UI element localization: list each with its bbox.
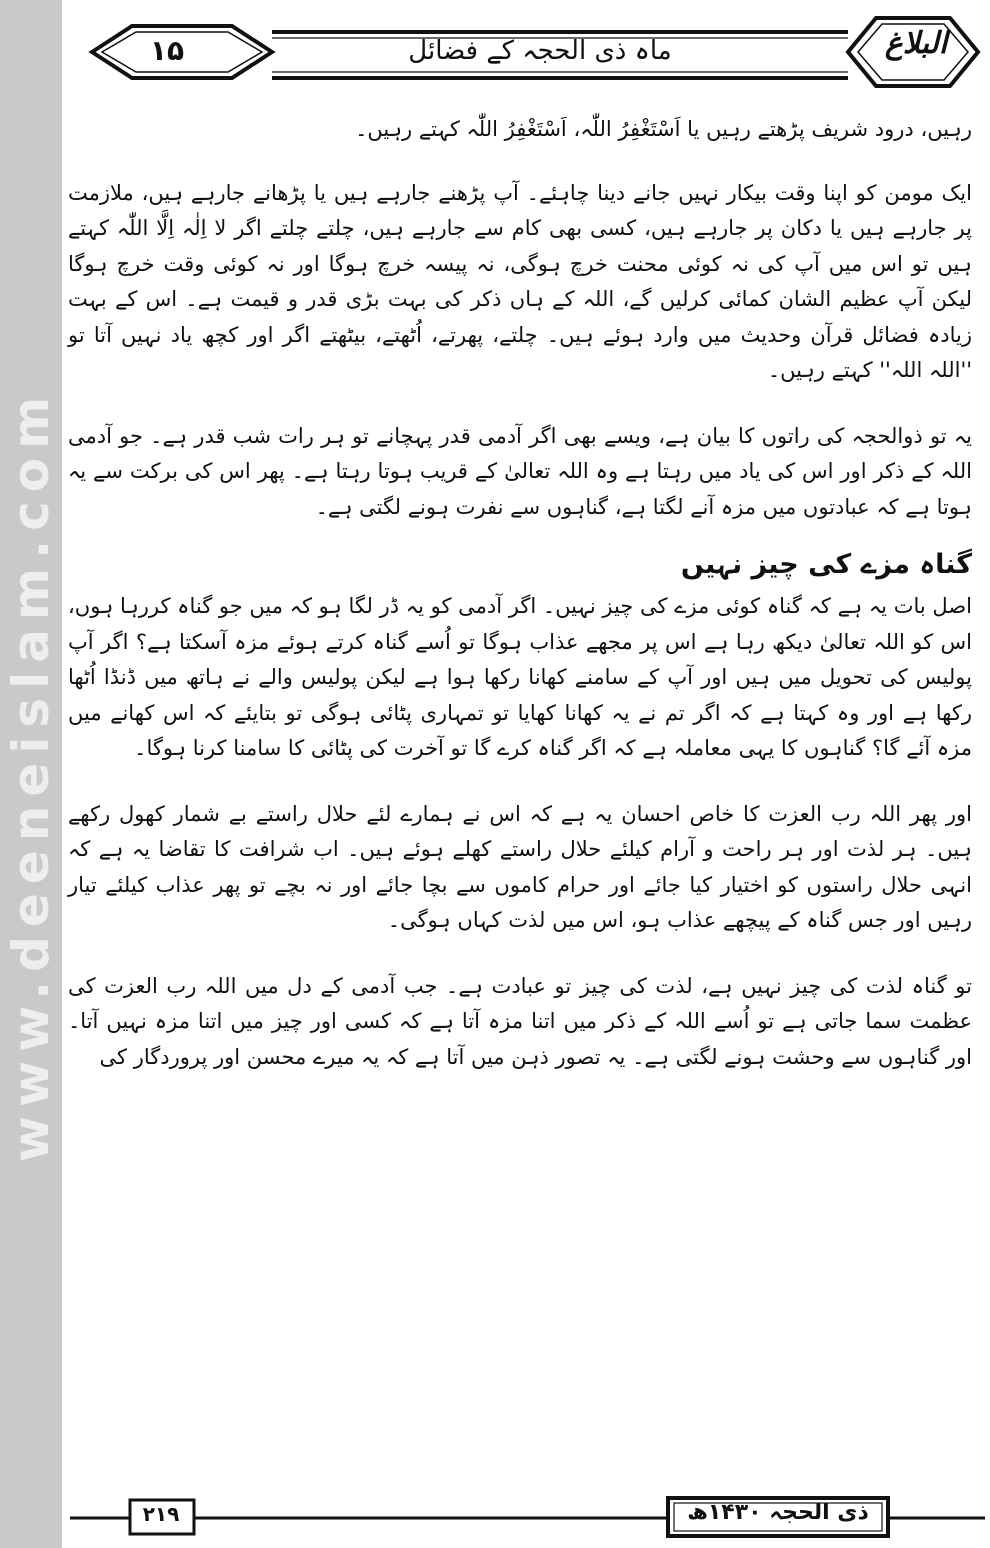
paragraph-3: یہ تو ذوالحجہ کی راتوں کا بیان ہے، ویسے بھی اگر آدمی قدر پہچانے تو ہر رات شب قدر ہے۔ جو آدمی اللہ کے ذکر اور اس کی یاد میں رہتا ہے وہ اللہ تعالیٰ کے قریب ہوتا رہتا ہے۔ پھر اس کی برکت سے یہ ہوتا ہے کہ عبادتوں میں مزہ آنے لگتا ہے، گناہوں سے نفرت ہونے لگتی ہے۔	[68, 423, 972, 519]
watermark-strip	[0, 0, 62, 1548]
watermark-text: www.deeneislam.com	[2, 387, 60, 1163]
running-title: ماہ ذی الحجہ کے فضائل	[408, 36, 672, 66]
page-header	[70, 12, 985, 102]
paragraph-1: رہیں، درود شریف پڑھتے رہیں یا اَسْتَغْفِرُ اللّٰہ، اَسْتَغْفِرُ اللّٰہ کہتے رہیں۔	[355, 117, 972, 141]
paragraph-2: ایک مومن کو اپنا وقت بیکار نہیں جانے دینا چاہئے۔ آپ پڑھنے جارہے ہیں یا پڑھانے جارہے ہیں، ملازمت پر جارہے ہیں یا دکان پر جارہے ہیں، کسی بھی کام سے جارہے ہیں، چلتے چلتے اگر لا اِلٰہ اِلَّا اللّٰہ کہتے ہیں تو اس میں آپ کی نہ کوئی محنت خرچ ہوگی، نہ پیسہ خرچ ہوگا اور نہ کوئی وقت خرچ ہوگا لیکن آپ عظیم الشان کمائی کرلیں گے، اللہ کے ہاں ذکر کی بہت بڑی قدر و قیمت ہے۔ اس کے بہت زیادہ فضائل قرآن وحدیث میں وارد ہوئے ہیں۔ چلتے، پھرتے، اُٹھتے، بیٹھتے اگر اور کچھ یاد نہیں آتا تو ''اللہ اللہ'' کہتے رہیں۔	[68, 180, 973, 382]
paragraph-6: تو گناہ لذت کی چیز نہیں ہے، لذت کی چیز تو عبادت ہے۔ جب آدمی کے دل میں اللہ رب العزت کی عظمت سما جاتی ہے تو اُسے اللہ کے ذکر میں اتنا مزہ آتا ہے کہ کسی اور چیز میں اتنا مزہ نہیں آتا۔ اور گناہوں سے وحشت ہونے لگتی ہے۔ یہ تصور ذہن میں آتا ہے کہ یہ میرے محسن اور پروردگار کی	[68, 973, 972, 1069]
paragraph-4: اصل بات یہ ہے کہ گناہ کوئی مزے کی چیز نہیں۔ اگر آدمی کو یہ ڈر لگا ہو کہ میں جو گناہ کررہا ہوں، اس کو اللہ تعالیٰ دیکھ رہا ہے اس پر مجھے عذاب ہوگا تو اُسے گناہ کرتے ہوئے مزہ آسکتا ہے؟ اگر آپ پولیس کی تحویل میں ہیں اور آپ کے سامنے کھانا رکھا ہوا ہے لیکن پولیس والے نے ہاتھ میں ڈنڈا اُٹھا رکھا ہے اور وہ کہتا ہے کہ اگر تم نے یہ کھانا کھایا تو تمہاری پٹائی ہوگی تو بتایئے کہ اس کھانے میں مزہ آئے گا؟ گناہوں کا یہی معاملہ ہے کہ اگر گناہ کرے گا تو آخرت کی پٹائی کا سامنا کرنا ہوگا۔	[68, 594, 972, 760]
footer-issue-date: ذی الحجہ ۱۴۳۰ھ	[687, 1500, 869, 1525]
logo-text: البلاغ	[884, 26, 948, 61]
article-body	[68, 112, 972, 1075]
page-footer	[70, 1494, 985, 1540]
section-heading: گناہ مزے کی چیز نہیں	[680, 549, 972, 580]
paragraph-5: اور پھر اللہ رب العزت کا خاص احسان یہ ہے کہ اس نے ہمارے لئے حلال راستے بے شمار کھول رکھے ہیں۔ ہر لذت اور ہر راحت و آرام کیلئے حلال راستے کھلے ہوئے ہیں۔ اب شرافت کا تقاضا یہ ہے کہ انہی حلال راستوں کو اختیار کیا جائے اور حرام کاموں سے بچا جائے اور نہ بچے تو پھر عذاب کیلئے تیار رہیں اور جس گناہ کے پیچھے عذاب ہو، اس میں لذت کہاں ہوگی۔	[68, 801, 972, 932]
footer-page-label: ۲۱۹	[142, 1502, 180, 1526]
page-number-top: ۱۵	[149, 34, 185, 67]
